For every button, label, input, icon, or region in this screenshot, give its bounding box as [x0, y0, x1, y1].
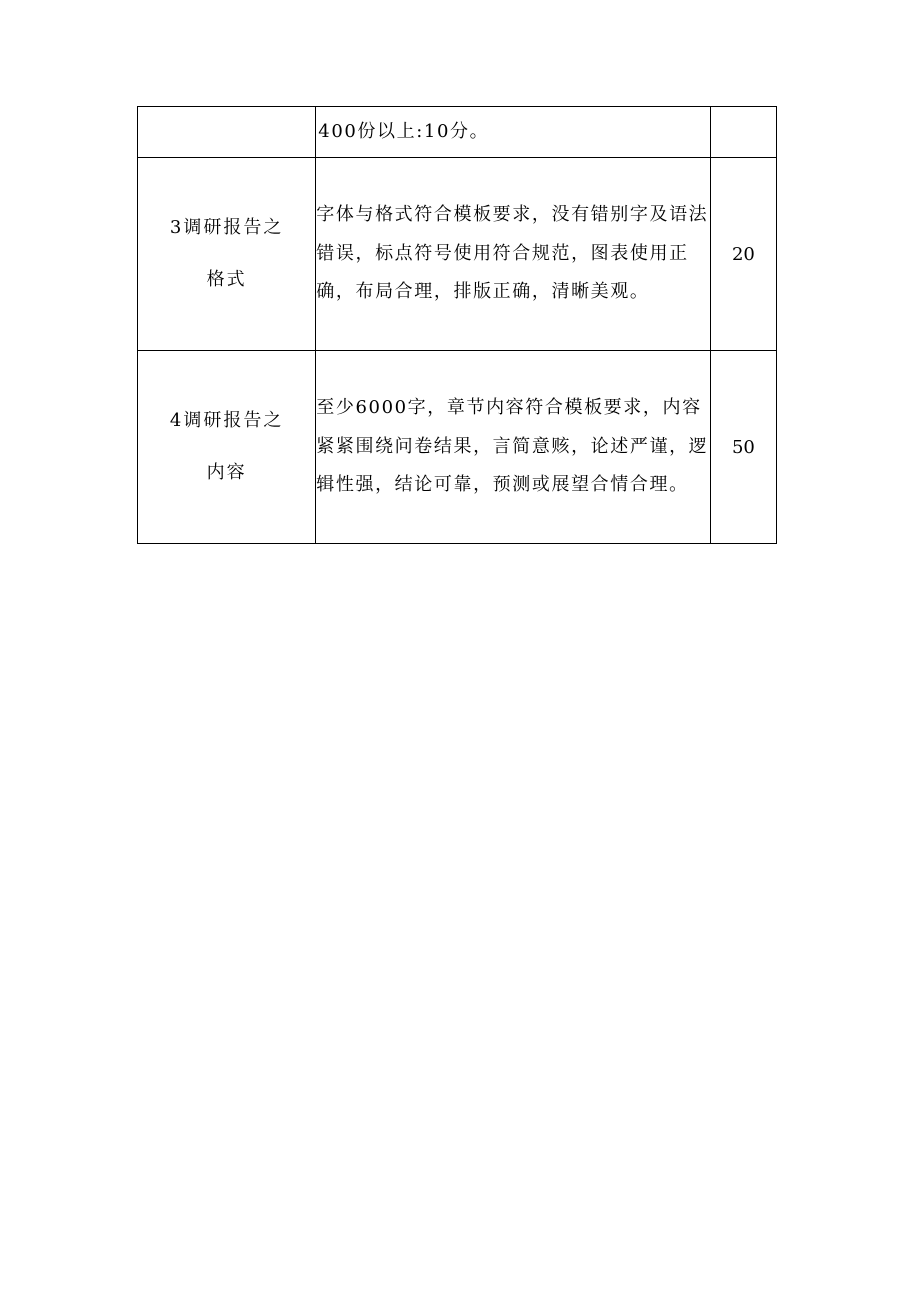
table-row: [138, 158, 777, 351]
scoring-rubric-table: [137, 106, 777, 544]
score-cell: [710, 107, 776, 158]
criteria-cell: 字体与格式符合模板要求，没有错别字及语法错误，标点符号使用符合规范，图表使用正确，布局合理，排版正确，清晰美观。: [316, 158, 711, 351]
item-cell: [138, 158, 316, 351]
table-row: [138, 351, 777, 544]
item-cell: [138, 351, 316, 544]
item-label-line: 3调研报告之: [169, 217, 284, 238]
criteria-cell: 至少6000字，章节内容符合模板要求，内容紧紧围绕问卷结果，言简意赅，论述严谨，逻辑性强，结论可靠，预测或展望合情合理。: [316, 351, 711, 544]
item-label-line: 格式: [206, 269, 247, 290]
item-label-line: 内容: [206, 462, 247, 483]
score-cell: 20: [710, 158, 776, 351]
criteria-cell: 400份以上:10分。: [316, 107, 711, 158]
table-row: [138, 107, 777, 158]
item-label-line: 4调研报告之: [169, 410, 284, 431]
score-cell: 50: [710, 351, 776, 544]
item-cell: [138, 107, 316, 158]
